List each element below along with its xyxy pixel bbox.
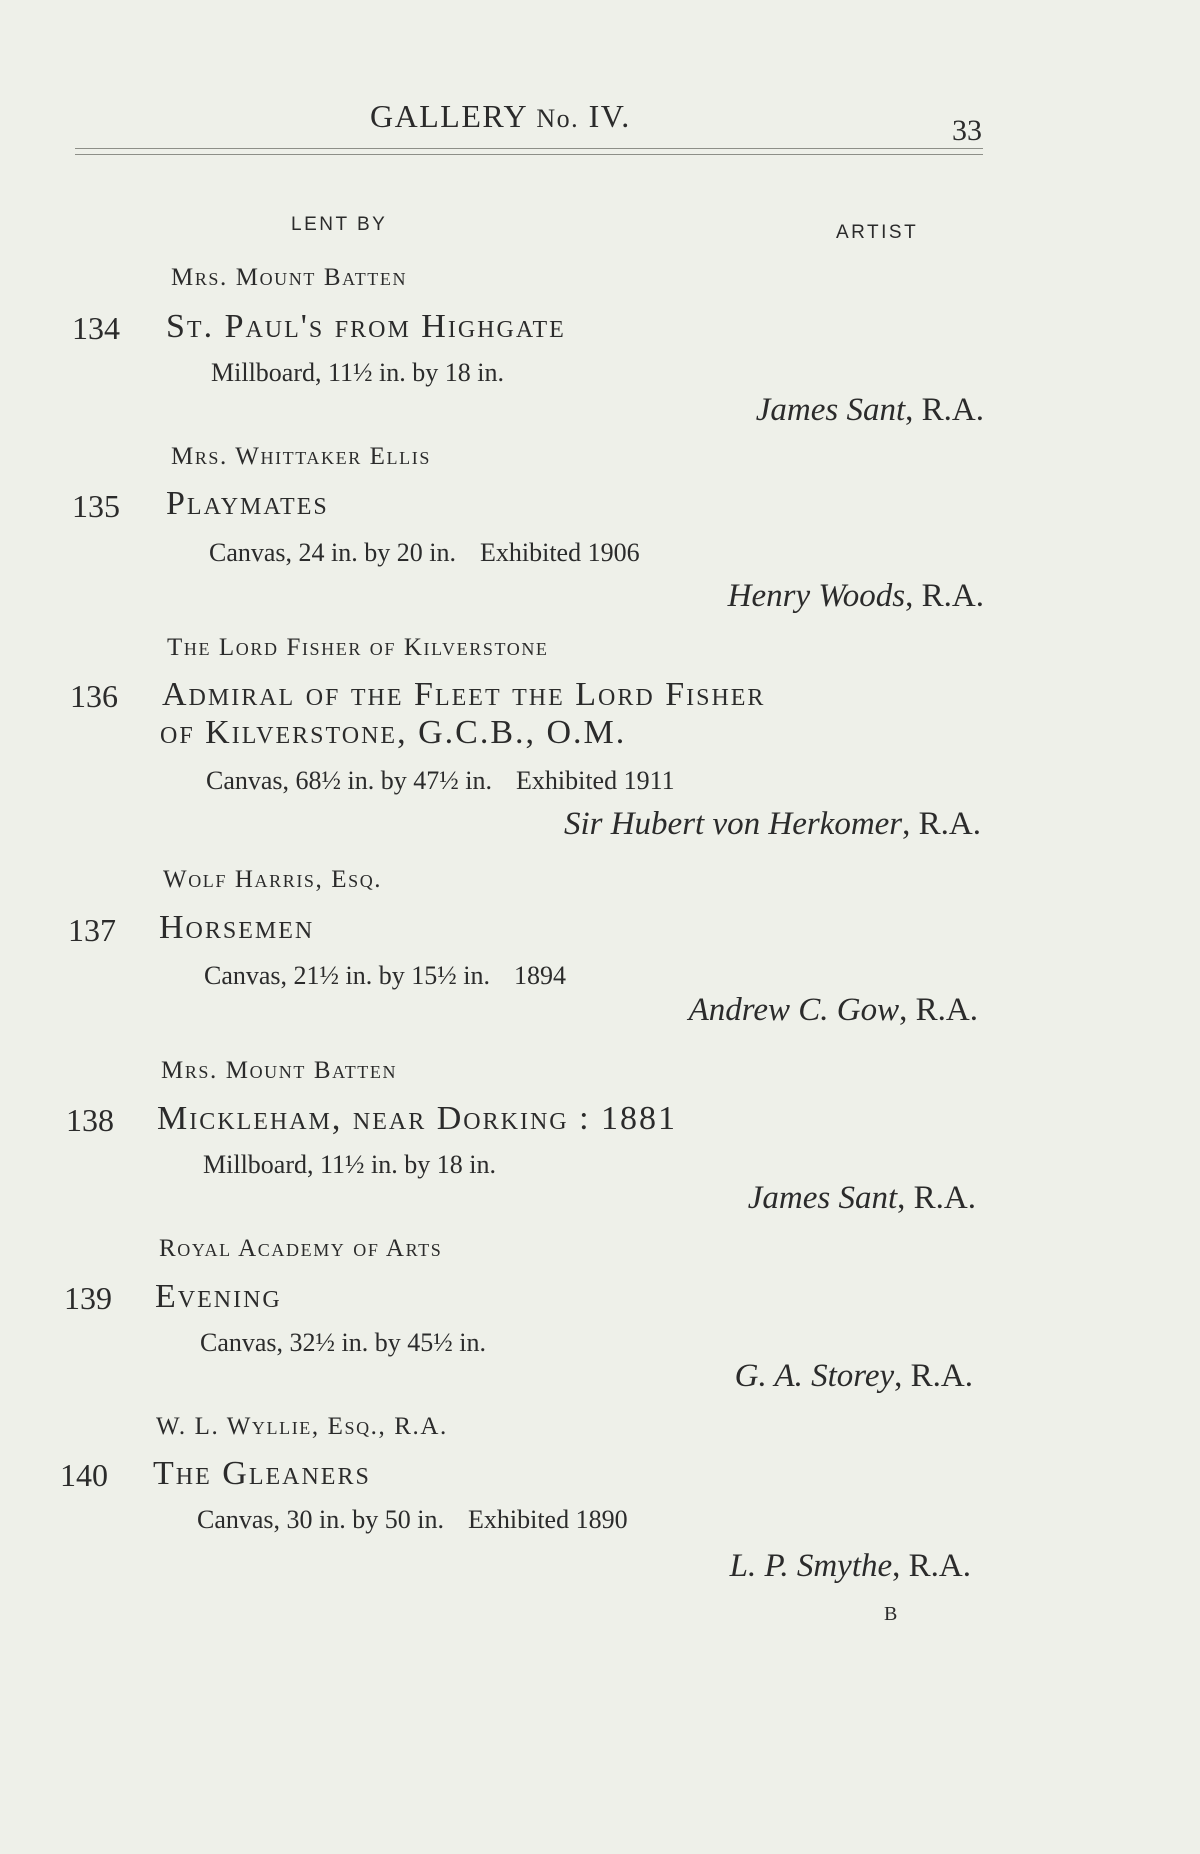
artist-suffix: , R.A. (905, 578, 984, 614)
artist-name: Sir Hubert von Herkomer (563, 806, 903, 842)
entry-artist (730, 1548, 971, 1585)
artist-name: Andrew C. Gow (688, 992, 900, 1028)
entry-title: Evening (155, 1278, 282, 1315)
entry-number: 135 (72, 488, 120, 524)
running-head (370, 98, 631, 135)
entry-number: 136 (70, 678, 118, 714)
artist-name: L. P. Smythe (729, 1548, 893, 1584)
entry-title-line-1: Admiral of the Fleet the Lord Fisher (162, 676, 766, 713)
artist-suffix: , R.A. (892, 1548, 971, 1584)
entry-number: 134 (72, 310, 120, 346)
artist-suffix: , R.A. (905, 392, 984, 428)
artist-suffix: , R.A. (899, 992, 978, 1028)
entry-lender: Mrs. Whittaker Ellis (171, 443, 431, 470)
entry-artist (756, 392, 984, 429)
entry-dimensions: Canvas, 32½ in. by 45½ in. (200, 1328, 486, 1357)
header-rule-bottom (75, 154, 983, 155)
entry-title: Playmates (166, 485, 329, 522)
entry-medium (200, 1328, 486, 1358)
artist-name: Henry Woods (727, 578, 906, 614)
artist-suffix: , R.A. (902, 806, 981, 842)
entry-medium (197, 1505, 628, 1535)
entry-medium (204, 961, 566, 991)
entry-dimensions: Millboard, 11½ in. by 18 in. (203, 1150, 496, 1179)
entry-number: 138 (66, 1102, 114, 1138)
entry-lender: Wolf Harris, Esq. (163, 866, 383, 893)
entry-lender: Royal Academy of Arts (159, 1235, 443, 1262)
entry-lender: Mrs. Mount Batten (171, 264, 408, 291)
entry-exhibited: Exhibited 1906 (480, 538, 640, 567)
entry-number: 137 (68, 912, 116, 948)
entry-medium (206, 766, 675, 796)
entry-dimensions: Millboard, 11½ in. by 18 in. (211, 358, 504, 387)
entry-artist (735, 1358, 973, 1395)
page-number: 33 (952, 114, 982, 147)
entry-artist (564, 806, 981, 843)
entry-lender: The Lord Fisher of Kilverstone (167, 634, 549, 661)
entry-title: The Gleaners (153, 1455, 371, 1492)
entry-exhibited: 1894 (514, 961, 566, 990)
entry-dimensions: Canvas, 68½ in. by 47½ in. (206, 766, 492, 795)
gallery-numeral: IV. (588, 98, 631, 134)
entry-number: 140 (60, 1457, 108, 1493)
artist-label: ARTIST (836, 222, 919, 243)
entry-title: Horsemen (159, 909, 315, 946)
entry-lender: Mrs. Mount Batten (161, 1057, 398, 1084)
printer-signature: B (884, 1603, 898, 1625)
artist-name: James Sant (747, 1180, 898, 1216)
entry-dimensions: Canvas, 30 in. by 50 in. (197, 1505, 444, 1534)
artist-suffix: , R.A. (894, 1358, 973, 1394)
entry-dimensions: Canvas, 24 in. by 20 in. (209, 538, 456, 567)
header-rule-top (75, 148, 983, 149)
entry-medium (211, 358, 504, 388)
gallery-title: GALLERY (370, 98, 527, 134)
entry-number: 139 (64, 1280, 112, 1316)
entry-medium (203, 1150, 496, 1180)
lent-by-label: LENT BY (291, 214, 388, 235)
artist-suffix: , R.A. (897, 1180, 976, 1216)
entry-title: Mickleham, near Dorking : 1881 (157, 1100, 678, 1137)
entry-dimensions: Canvas, 21½ in. by 15½ in. (204, 961, 490, 990)
entry-exhibited: Exhibited 1890 (468, 1505, 628, 1534)
gallery-no: No. (536, 104, 580, 133)
entry-medium (209, 538, 640, 568)
entry-artist (728, 578, 984, 615)
artist-name: G. A. Storey (734, 1358, 895, 1394)
artist-name: James Sant (755, 392, 906, 428)
entry-title: St. Paul's from Highgate (166, 308, 566, 345)
entry-exhibited: Exhibited 1911 (516, 766, 675, 795)
entry-artist (748, 1180, 976, 1217)
entry-title-line-2: of Kilverstone, G.C.B., O.M. (160, 714, 627, 751)
entry-lender: W. L. Wyllie, Esq., R.A. (156, 1413, 448, 1440)
entry-artist (689, 992, 978, 1029)
